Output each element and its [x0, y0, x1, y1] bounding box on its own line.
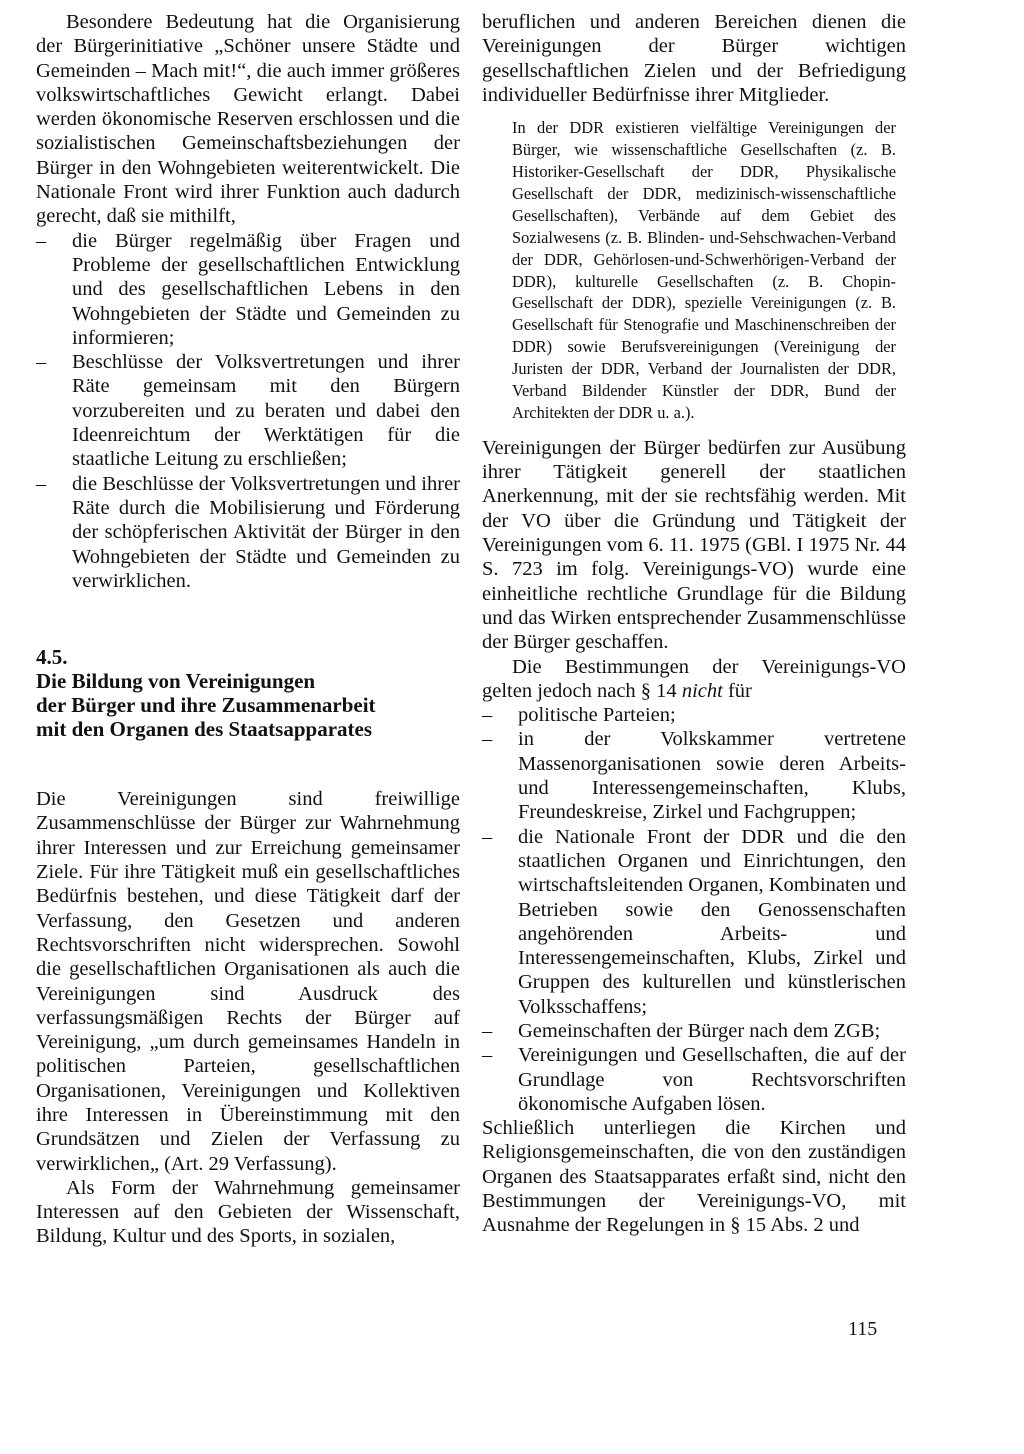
list-item: – die Nationale Front der DDR und die den staatlichen Organen und Einrichtungen, den wirtschaftsleitenden Organen, Kombinaten und Betrieben sowie den Genossenschaften angehörenden Arbeits- und Interessengemeinschaften, Klubs, Zirkel und Gruppen des kulturellen und künstlerischen Volksschaffens; [482, 825, 906, 1019]
body-paragraph: Schließlich unterliegen die Kirchen und Religionsgemeinschaften, die von den zuständigen Organen des Staatsapparates erfaßt sind, nicht den Bestimmungen der Vereinigungs-VO, mit Ausnahme der Regelungen in § 15 Abs. 2 und [482, 1117, 906, 1237]
text-run: Die Bestimmungen der Vereinigungs-VO gelten jedoch nach § 14 [482, 655, 906, 702]
body-paragraph: Vereinigungen der Bürger bedürfen zur Ausübung ihrer Tätigkeit generell der staatlichen Anerkennung, mit der sie rechtsfähig werden. Mit der VO über die Gründung und Tätigkeit der Vereinigungen vom 6. 11. 1975 (GBl. I 1975 Nr. 44 S. 723 im folg. Vereinigungs-VO) wurde eine einheitliche rechtliche Grundlage für die Bildung und das Wirken entsprechender Zusammenschlüsse der Bürger geschaffen. [482, 436, 906, 654]
section-title-line: der Bürger und ihre Zusammenarbeit [36, 693, 376, 718]
list-item: – Vereinigungen und Gesellschaften, die auf der Grundlage von Rechtsvorschriften ökonomische Aufgaben lösen. [482, 1043, 906, 1116]
body-paragraph: beruflichen und anderen Bereichen dienen die Vereinigungen der Bürger wichtigen gesellschaftlichen Zielen und der Befriedigung individueller Bedürfnisse ihrer Mitglieder. [482, 11, 906, 106]
intro-paragraph: Besondere Bedeutung hat die Organisierung der Bürgerinitiative „Schöner unsere Städte und Gemeinden – Mach mit!“, die auch immer größeres volkswirtschaftliches Gewicht erlangt. Dabei werden ökonomische Reserven erschlossen und die sozialistischen Gemeinschaftsbeziehungen der Bürger in den Wohngebieten weiterentwickelt. Die Nationale Front wird ihrer Funktion auch dadurch gerecht, daß sie mithilft, [36, 11, 460, 228]
body-paragraph: Als Form der Wahrnehmung gemeinsamer Interessen auf den Gebieten der Wissenschaft, Bildung, Kultur und des Sports, in sozialen, [36, 1176, 460, 1248]
text-run: für [722, 679, 752, 702]
section-title-line: Die Bildung von Vereinigungen [36, 669, 316, 694]
right-column [482, 10, 906, 1238]
list-item: – in der Volkskammer vertretene Massenorganisationen sowie deren Arbeits- und Interessengemeinschaften, Klubs, Freundeskreise, Zirkel und Fachgruppen; [482, 727, 906, 824]
list-item: – die Bürger regelmäßig über Fragen und Probleme der gesellschaftlichen Entwicklung und des gesellschaftlichen Lebens in den Wohngebieten der Städte und Gemeinden zu informieren; [36, 229, 460, 350]
list-item: – die Beschlüsse der Volksvertretungen und ihrer Räte durch die Mobilisierung und Förderung der schöpferischen Aktivität der Bürger in den Wohngebieten der Städte und Gemeinden zu verwirklichen. [36, 472, 460, 593]
list-item: – Gemeinschaften der Bürger nach dem ZGB; [482, 1019, 906, 1043]
section-title-line: mit den Organen des Staatsapparates [36, 717, 373, 742]
section-title [36, 669, 460, 741]
list-item: – Beschlüsse der Volksvertretungen und ihrer Räte gemeinsam mit den Bürgern vorzubereiten und zu beraten und dabei den Ideenreichtum der Werktätigen für die staatliche Leitung zu erschließen; [36, 350, 460, 471]
left-dash-list [36, 229, 460, 593]
left-column [36, 10, 460, 1249]
section-number: 4.5. [36, 645, 68, 670]
list-item: – politische Parteien; [482, 703, 906, 727]
smallprint-paragraph: In der DDR existieren vielfältige Vereinigungen der Bürger, wie wissenschaftliche Gesellschaften (z. B. Historiker-Gesellschaft der DDR, Physikalische Gesellschaft der DDR, medizinisch-wissenschaftliche Gesellschaften), Verbände auf dem Gebiet des Sozialwesens (z. B. Blinden- und-Sehschwachen-Verband der DDR, Gehörlosen-und-Schwerhörigen-Verband der DDR), kulturelle Gesellschaften (z. B. Chopin-Gesellschaft der DDR), spezielle Vereinigungen (z. B. Gesellschaft für Stenografie und Maschinenschreiben der DDR) sowie Berufsvereinigungen (Vereinigung der Juristen der DDR, Verband der Journalisten der DDR, Verband Bildender Künstler der DDR, Bund der Architekten der DDR u. a.). [512, 118, 896, 422]
body-paragraph [482, 655, 906, 704]
right-dash-list [482, 703, 906, 1116]
emphasis-text: nicht [681, 679, 723, 702]
page-number: 115 [848, 1318, 878, 1340]
body-paragraph: Die Vereinigungen sind freiwillige Zusammenschlüsse der Bürger zur Wahrnehmung ihrer Interessen und zur Erreichung gemeinsamer Ziele. Für ihre Tätigkeit muß ein gesellschaftliches Bedürfnis bestehen, und diese Tätigkeit darf der Verfassung, den Gesetzen und anderen Rechtsvorschriften nicht widersprechen. Sowohl die gesellschaftlichen Organisationen als auch die Vereinigungen sind Ausdruck des verfassungsmäßigen Rechts der Bürger auf Vereinigung, „um durch gemeinsames Handeln in politischen Parteien, gesellschaftlichen Organisationen, Vereinigungen und Kollektiven ihre Interessen in Übereinstimmung mit den Grundsätzen und Zielen der Verfassung zu verwirklichen„ (Art. 29 Verfassung). [36, 788, 460, 1175]
smallprint-block [512, 117, 896, 424]
